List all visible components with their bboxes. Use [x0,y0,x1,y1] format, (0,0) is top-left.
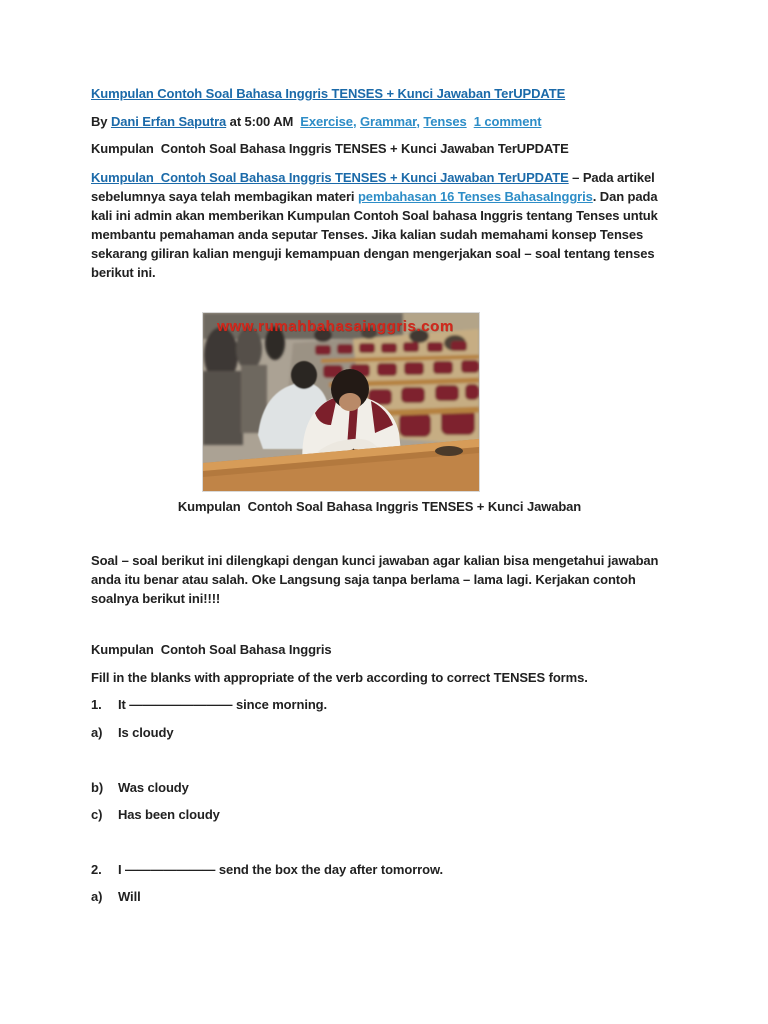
question-text: I ——————— send the box the day after tomorrow. [118,862,444,877]
option-text: Has been cloudy [118,807,220,822]
category-link-tenses[interactable]: Tenses [423,114,467,129]
category-separator: , [416,114,424,129]
intro-paragraph [91,168,668,282]
option-text: Is cloudy [118,725,174,740]
option-letter: a) [91,889,103,904]
option-row-1a [91,725,668,740]
byline-by: By [91,114,111,129]
watermark-text: www.rumahbahasainggris.com [217,318,454,335]
option-letter: b) [91,780,104,795]
instruction-text: Fill in the blanks with appropriate of the verb according to correct TENSES forms. [91,670,588,685]
intro-text-2: . Dan pada kali ini admin akan memberikan Kumpulan Contoh Soal bahasa Inggris tentang Tenses untuk membantu pemahaman anda seputar Tenses. Jika kalian sudah memahami konsep Tenses sekarang giliran kalian menguji kemampuan dengan mengerjakan soal – soal tentang tenses berikut ini. [91,189,662,280]
classroom-photo-illustration [203,313,479,491]
question-row-2 [91,862,668,877]
category-link-exercise[interactable]: Exercise [300,114,353,129]
option-row-1b [91,780,668,795]
question-row-1 [91,697,668,712]
category-link-grammar[interactable]: Grammar [359,114,417,129]
option-letter: c) [91,807,103,822]
question-number: 1. [91,697,102,712]
author-link[interactable]: Dani Erfan Saputra [110,114,227,129]
category-separator: , [352,114,360,129]
option-text: Will [118,889,141,904]
comments-link[interactable]: 1 comment [473,114,542,129]
post-heading: Kumpulan Contoh Soal Bahasa Inggris TENSES + Kunci Jawaban TerUPDATE [91,141,569,156]
post-title [91,86,668,101]
body-paragraph: Soal – soal berikut ini dilengkapi dengan kunci jawaban agar kalian bisa mengetahui jawaban anda itu benar atau salah. Oke Langsung saja tanpa berlama – lama lagi. Kerjakan contoh soalnya berikut ini!!!! [91,553,662,606]
byline-timestamp: at 5:00 AM [226,114,301,129]
option-letter: a) [91,725,103,740]
question-text: It ———————— since morning. [118,697,328,712]
byline [91,114,668,129]
option-row-1c [91,807,668,822]
option-text: Was cloudy [118,780,189,795]
intro-link-2[interactable]: pembahasan 16 Tenses BahasaInggris [357,189,593,204]
intro-text-1: – Pada artikel sebelumnya saya telah membagikan materi [91,170,659,204]
byline-gap [467,114,474,129]
classroom-photo [202,312,480,492]
post-title-link[interactable]: Kumpulan Contoh Soal Bahasa Inggris TENSES + Kunci Jawaban TerUPDATE [91,86,566,101]
figure-caption: Kumpulan Contoh Soal Bahasa Inggris TENSES + Kunci Jawaban [177,499,582,514]
section-subheading: Kumpulan Contoh Soal Bahasa Inggris [91,642,332,657]
question-number: 2. [91,862,102,877]
option-row-2a [91,889,668,904]
intro-link-1[interactable]: Kumpulan Contoh Soal Bahasa Inggris TENSES + Kunci Jawaban TerUPDATE [91,170,569,185]
